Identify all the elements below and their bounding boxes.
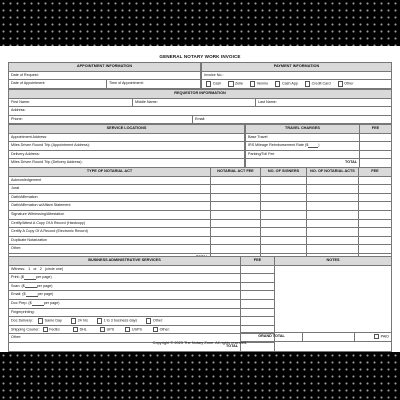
checkbox-paid[interactable] — [374, 334, 379, 339]
email-row — [9, 291, 241, 300]
cell-fee[interactable] — [359, 219, 392, 228]
miles-delivery-field[interactable]: Miles Driven Round Trip (Delivery Address): — [9, 159, 245, 168]
row-label: Other: — [9, 245, 211, 254]
option-usps: USPS — [131, 327, 142, 332]
option-delivery-other: Other: — [152, 318, 164, 323]
print-suffix: per page) — [35, 275, 52, 280]
table-row — [9, 210, 392, 219]
parking-toll-fee[interactable] — [360, 150, 392, 159]
checkbox-delivery-other[interactable] — [146, 318, 151, 323]
cell-act-fee[interactable] — [211, 185, 261, 194]
table-row — [9, 245, 392, 254]
col-notarial-act-fee: NOTARIAL ACT FEE — [211, 168, 261, 177]
col-no-of-notarial-acts: NO. OF NOTARIAL ACTS — [307, 168, 359, 177]
irs-mileage-text: IRS Mileage Reimbursement Rate ($ — [248, 143, 309, 148]
witness-label: Witness: — [11, 266, 26, 271]
checkbox-zelle[interactable] — [228, 81, 233, 86]
checkbox-cash-app[interactable] — [275, 81, 280, 86]
checkbox-cash[interactable] — [206, 81, 211, 86]
witness-or: or — [33, 266, 37, 271]
date-of-request-field[interactable]: Date of Request: — [9, 71, 201, 80]
last-name-field[interactable]: Last Name: — [256, 98, 392, 107]
cell-signers[interactable] — [261, 193, 307, 202]
col-fee: FEE — [359, 168, 392, 177]
cell-acts[interactable] — [307, 193, 359, 202]
service-locations-table — [8, 124, 245, 168]
cell-fee[interactable] — [359, 202, 392, 211]
doc-prep-suffix: per page) — [43, 300, 60, 305]
option-same-day: Same Day — [44, 318, 62, 323]
checkbox-fedex[interactable] — [43, 327, 48, 332]
cell-act-fee[interactable] — [211, 219, 261, 228]
witness-fee[interactable] — [241, 265, 275, 274]
table-row — [9, 219, 392, 228]
checkbox-same-day[interactable] — [38, 318, 43, 323]
row-label: Jurat — [9, 185, 211, 194]
fingerprinting-fee[interactable] — [241, 308, 275, 317]
checkbox-ups[interactable] — [100, 327, 105, 332]
doc-delivery-fee[interactable] — [241, 317, 275, 326]
email-fee[interactable] — [241, 291, 275, 300]
print-fee[interactable] — [241, 274, 275, 283]
doc-prep-fee[interactable] — [241, 299, 275, 308]
cell-act-fee[interactable] — [211, 176, 261, 185]
table-row — [9, 236, 392, 245]
method-cash-app-label: Cash App — [281, 81, 298, 86]
cell-acts[interactable] — [307, 185, 359, 194]
notarial-header: TYPE OF NOTARIAL ACT — [9, 168, 211, 177]
row-label: Oath/Affirmation w/Affiant Statement — [9, 202, 211, 211]
cell-act-fee[interactable] — [211, 236, 261, 245]
checkbox-shipping-other[interactable] — [153, 327, 158, 332]
cell-fee[interactable] — [359, 228, 392, 237]
witness-option-2[interactable]: 2 — [39, 266, 42, 271]
dot-pattern-top — [0, 0, 400, 46]
delivery-address-field[interactable]: Delivery Address: — [9, 150, 245, 159]
cell-fee[interactable] — [359, 245, 392, 254]
irs-mileage-fee[interactable] — [360, 142, 392, 151]
date-of-appointment-field[interactable]: Date of Appointment: — [9, 80, 107, 89]
dot-pattern-bottom — [0, 352, 400, 400]
checkbox-dhl[interactable] — [73, 327, 78, 332]
checkbox-venmo[interactable] — [250, 81, 255, 86]
scan-fee[interactable] — [241, 282, 275, 291]
cell-act-fee[interactable] — [211, 202, 261, 211]
copyright-text: Copyright © 2023 The Notary Zone. All rights reserved. — [152, 340, 248, 345]
witness-option-1[interactable]: 1 — [28, 266, 31, 271]
cell-acts[interactable] — [307, 228, 359, 237]
business-fee-header: FEE — [241, 257, 275, 266]
cell-act-fee[interactable] — [211, 193, 261, 202]
scan-row — [9, 282, 241, 291]
shipping-row — [9, 325, 241, 334]
cell-acts[interactable] — [307, 210, 359, 219]
doc-delivery-label: Doc Delivery: — [11, 318, 33, 323]
cell-signers[interactable] — [261, 202, 307, 211]
witness-row — [9, 265, 241, 274]
row-label: Acknowledgement — [9, 176, 211, 185]
row-label: Signature Witnessing/Attestation — [9, 210, 211, 219]
cell-fee[interactable] — [359, 236, 392, 245]
first-name-field[interactable]: First Name: — [9, 98, 133, 107]
method-zelle-label: Zelle — [235, 81, 244, 86]
invoice-title: GENERAL NOTARY WORK INVOICE — [159, 54, 241, 59]
print-row — [9, 274, 241, 283]
row-label: Certify A Copy Of A Record (Electronic Record) — [9, 228, 211, 237]
table-row — [9, 176, 392, 185]
invoice-page — [0, 46, 400, 352]
cell-fee[interactable] — [359, 193, 392, 202]
table-row — [9, 193, 392, 202]
business-header: BUSINESS ADMINISTRATIVE SERVICES — [9, 257, 241, 266]
payment-header: PAYMENT INFORMATION — [202, 63, 392, 72]
appointment-address-field[interactable]: Appointment Address: — [9, 133, 245, 142]
option-shipping-other: Other: — [159, 327, 170, 332]
cell-signers[interactable] — [261, 228, 307, 237]
option-24-hrs: 24 hrs — [77, 318, 88, 323]
cell-signers[interactable] — [261, 236, 307, 245]
notes-header: NOTES — [275, 257, 392, 266]
irs-mileage-label — [246, 142, 360, 151]
phone-field[interactable]: Phone: — [9, 115, 193, 124]
cell-signers[interactable] — [261, 210, 307, 219]
row-label: Duplicate Notarization — [9, 236, 211, 245]
cell-act-fee[interactable] — [211, 245, 261, 254]
cell-signers[interactable] — [261, 245, 307, 254]
method-credit-card-label: Credit Card — [311, 81, 331, 86]
business-total-label: TOTAL — [9, 342, 241, 351]
cell-acts[interactable] — [307, 176, 359, 185]
appointment-table — [8, 62, 201, 89]
payment-table — [201, 62, 392, 89]
cell-act-fee[interactable] — [211, 228, 261, 237]
witness-hint: (circle one) — [44, 266, 64, 271]
option-fedex: FedEx — [49, 327, 60, 332]
shipping-label: Shipping Courier: — [11, 327, 40, 332]
irs-mileage-close: ) — [318, 143, 320, 148]
table-row — [9, 228, 392, 237]
notarial-acts-table — [8, 167, 392, 263]
miles-appointment-field[interactable]: Miles Driven Round Trip (Appointment Address): — [9, 142, 245, 151]
payment-methods — [202, 80, 392, 89]
requestor-table — [8, 89, 392, 124]
doc-delivery-row — [9, 317, 241, 326]
row-label: Certify/Attest A Copy Of A Record (Hardcopy) — [9, 219, 211, 228]
other-row: Other: — [9, 334, 241, 343]
travel-charges-table — [245, 124, 392, 168]
table-row — [9, 185, 392, 194]
time-of-appointment-field[interactable]: Time of Appointment: — [107, 80, 201, 89]
scan-suffix: per page) — [36, 283, 53, 288]
doc-prep-row — [9, 299, 241, 308]
address-field[interactable]: Address: — [9, 107, 392, 116]
invoice-number-field[interactable]: Invoice No.: — [202, 71, 392, 80]
cell-acts[interactable] — [307, 236, 359, 245]
scan-label: Scan: ($ — [11, 283, 25, 288]
travel-header: TRAVEL CHARGES — [246, 125, 360, 134]
requestor-header: REQUESTOR INFORMATION — [9, 90, 392, 99]
email-suffix: per page) — [37, 292, 54, 297]
method-other-label: Other — [344, 81, 354, 86]
parking-toll-label: Parking/Toll Fee — [246, 150, 360, 159]
table-row — [9, 202, 392, 211]
col-no-of-signers: NO. OF SIGNERS — [261, 168, 307, 177]
cell-acts[interactable] — [307, 219, 359, 228]
cell-signers[interactable] — [261, 219, 307, 228]
checkbox-credit-card[interactable] — [305, 81, 310, 86]
print-label: Print: ($ — [11, 275, 24, 280]
method-venmo-label: Venmo — [256, 81, 269, 86]
cell-acts[interactable] — [307, 202, 359, 211]
row-label: Oath/Affirmation — [9, 193, 211, 202]
fingerprinting-row: Fingerprinting: — [9, 308, 241, 317]
cell-fee[interactable] — [359, 176, 392, 185]
email-field[interactable]: Email: — [193, 115, 392, 124]
grand-total-label: GRAND TOTAL — [241, 333, 303, 342]
cell-fee[interactable] — [359, 210, 392, 219]
appointment-header: APPOINTMENT INFORMATION — [9, 63, 201, 72]
email-label: Email: ($ — [11, 292, 26, 297]
option-dhl: DHL — [79, 327, 87, 332]
cell-acts[interactable] — [307, 245, 359, 254]
checkbox-other[interactable] — [338, 81, 343, 86]
base-travel-label: Base Travel — [246, 133, 360, 142]
method-cash-label: Cash — [212, 81, 222, 86]
cell-act-fee[interactable] — [211, 210, 261, 219]
doc-prep-label: Doc Prep: ($ — [11, 300, 32, 305]
checkbox-24-hrs[interactable] — [71, 318, 76, 323]
cell-signers[interactable] — [261, 185, 307, 194]
option-1-to-3-days: 1 to 3 business days — [103, 318, 138, 323]
cell-fee[interactable] — [359, 185, 392, 194]
travel-total-label: TOTAL — [246, 159, 360, 168]
travel-fee-header: FEE — [360, 125, 392, 134]
cell-signers[interactable] — [261, 176, 307, 185]
checkbox-1-to-3-days[interactable] — [97, 318, 102, 323]
middle-name-field[interactable]: Middle Name: — [133, 98, 256, 107]
paid-label: PAID — [380, 334, 389, 339]
service-locations-header: SERVICE LOCATIONS — [9, 125, 245, 134]
checkbox-usps[interactable] — [125, 327, 130, 332]
option-ups: UPS — [106, 327, 115, 332]
base-travel-fee[interactable] — [360, 133, 392, 142]
